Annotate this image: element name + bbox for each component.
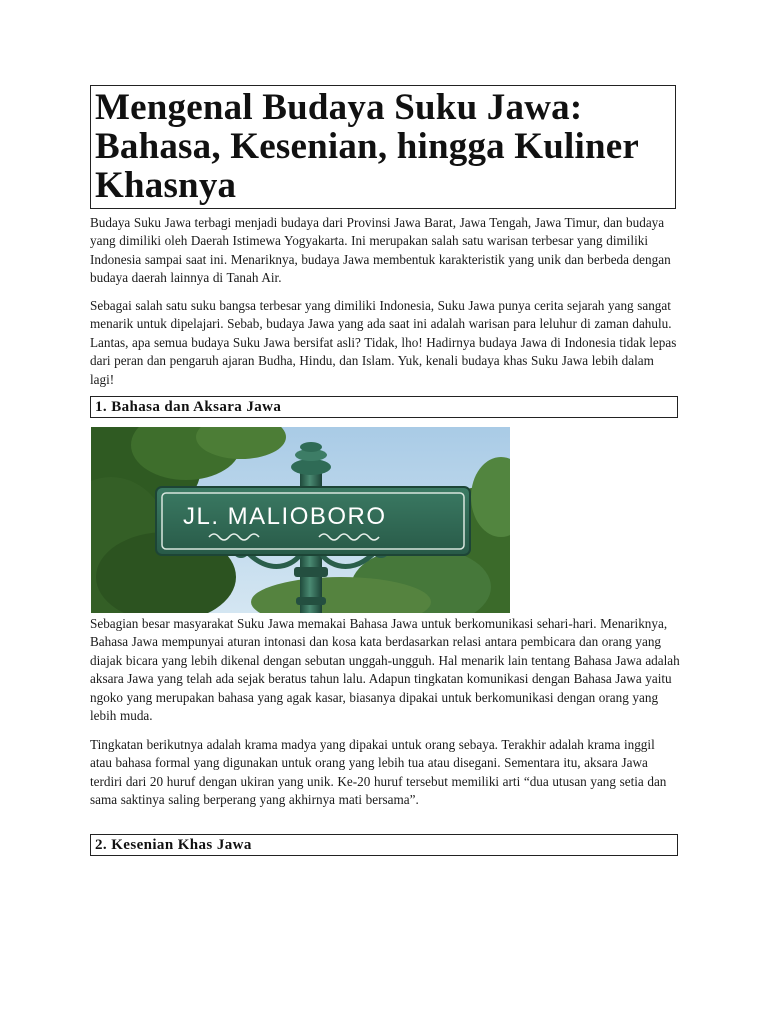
malioboro-sign-photo (91, 427, 510, 613)
section-1-paragraph-1: Sebagian besar masyarakat Suku Jawa memakai Bahasa Jawa untuk berkomunikasi sehari-hari. Menariknya, Bahasa Jawa mempunyai aturan intonasi dan kosa kata berdasarkan relasi antara pembicara dan orang yang diajak bicara yang lebih dikenal dengan sebutan unggah-ungguh. Hal menarik lain tentang Bahasa Jawa adalah aksara Jawa yang telah ada sejak beratus tahun lalu. Adapun tingkatan komunikasi dengan Bahasa Jawa yaitu ngoko yang merupakan bahasa yang agak kasar, biasanya dipakai untuk berkomunikasi dengan orang yang lebih muda. (90, 616, 680, 724)
page-title: Mengenal Budaya Suku Jawa: Bahasa, Kesenian, hingga Kuliner Khasnya (95, 87, 639, 206)
intro-paragraph-2: Sebagai salah satu suku bangsa terbesar yang dimiliki Indonesia, Suku Jawa punya cerita sejarah yang sangat menarik untuk dipelajari. Sebab, budaya Jawa yang ada saat ini adalah warisan para leluhur di zaman dahulu. Lantas, apa semua budaya Suku Jawa bersifat asli? Tidak, lho! Hadirnya budaya Jawa di Indonesia tidak lepas dari peran dan pengaruh ajaran Budha, Hindu, dan Islam. Yuk, kenali budaya khas Suku Jawa lebih dalam lagi! (90, 298, 677, 387)
section-heading-box-1 (90, 396, 678, 418)
title-box (90, 85, 676, 209)
section-1-paragraph-2: Tingkatan berikutnya adalah krama madya yang dipakai untuk orang sebaya. Terakhir adalah krama inggil atau bahasa formal yang digunakan untuk orang yang lebih tua atau disegani. Sementara itu, aksara Jawa terdiri dari 20 huruf dengan ukiran yang unik. Ke-20 huruf tersebut memiliki arti “dua utusan yang setia dan sama saktinya saling berperang yang akhirnya mati bersama”. (90, 737, 667, 808)
section-heading-2: 2. Kesenian Khas Jawa (95, 837, 252, 853)
pole-cap (291, 459, 331, 475)
section-heading-1: 1. Bahasa dan Aksara Jawa (95, 399, 282, 415)
intro-paragraph-1: Budaya Suku Jawa terbagi menjadi budaya dari Provinsi Jawa Barat, Jawa Tengah, Jawa Timur, dan budaya yang dimiliki oleh Daerah Istimewa Yogyakarta. Ini merupakan salah satu warisan terbesar yang dimiliki Indonesia sampai saat ini. Menariknya, budaya Jawa membentuk karakteristik yang unik dan berbeda dengan budaya daerah lainnya di Tanah Air. (90, 215, 671, 286)
street-sign-illustration (91, 427, 510, 613)
section-heading-box-2 (90, 834, 678, 856)
sign-text: JL. MALIOBORO (183, 503, 387, 530)
